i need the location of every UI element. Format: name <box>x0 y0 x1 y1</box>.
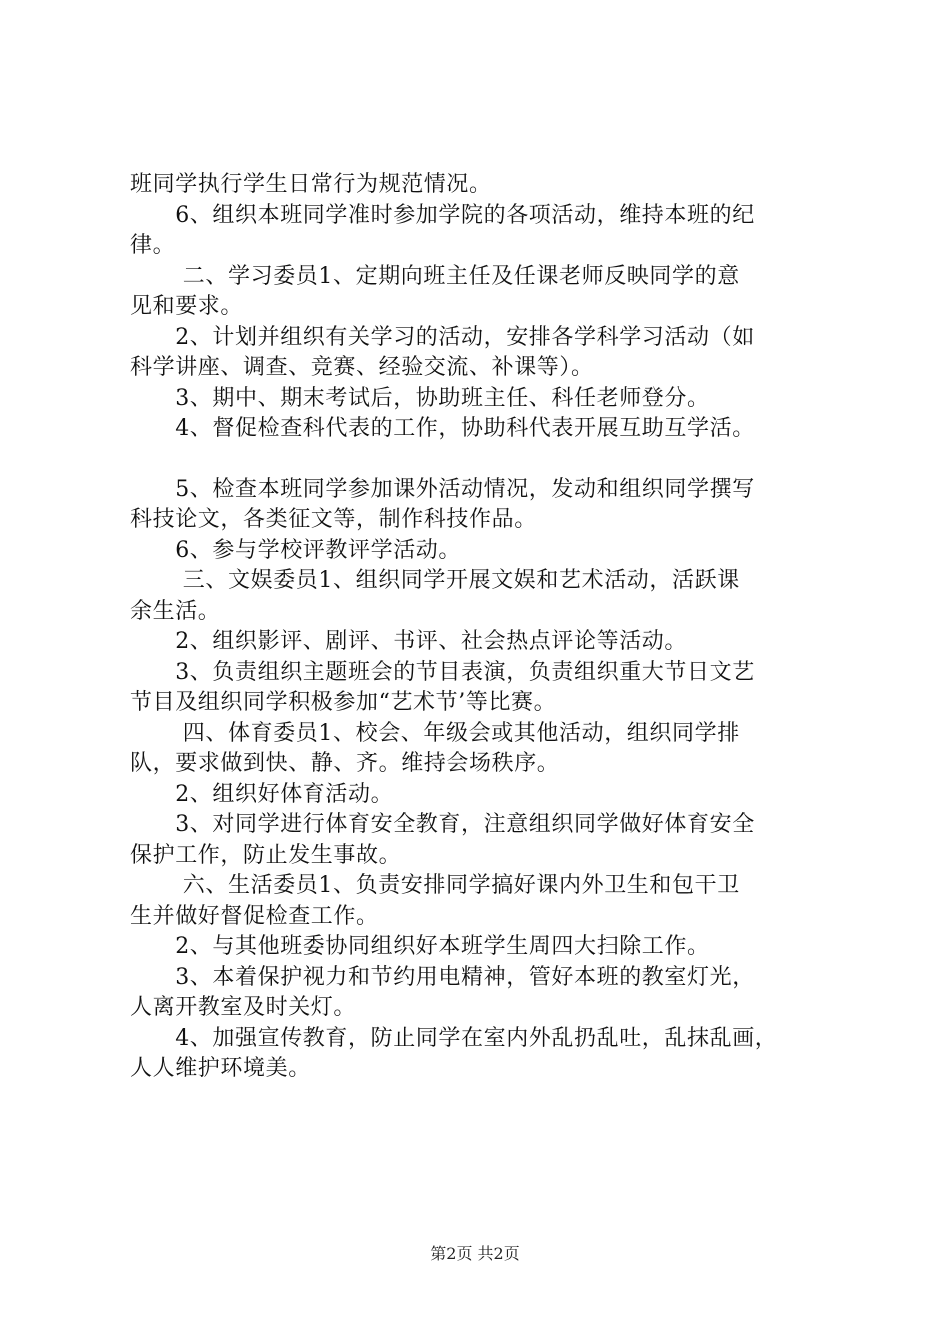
text-line: 4、督促检查科代表的工作，协助科代表开展互助互学活。 <box>130 416 755 441</box>
text-line: 人人维护环境美。 <box>130 1056 311 1081</box>
text-line: 科技论文，各类征文等，制作科技作品。 <box>130 507 537 532</box>
text-line: 三、文娱委员1、组织同学开展文娱和艺术活动，活跃课 <box>130 568 740 593</box>
text-line: 见和要求。 <box>130 294 244 319</box>
text-line: 3、本着保护视力和节约用电精神，管好本班的教室灯光， <box>130 964 755 990</box>
text-line: 六、生活委员1、负责安排同学搞好课内外卫生和包干卫 <box>130 873 740 898</box>
text-line: 5、检查本班同学参加课外活动情况，发动和组织同学撰写 <box>130 476 755 502</box>
text-line: 节目及组织同学积极参加“艺术节’等比赛。 <box>130 690 557 715</box>
text-line: 班同学执行学生日常行为规范情况。 <box>130 172 492 197</box>
text-line: 余生活。 <box>130 598 221 624</box>
text-line: 二、学习委员1、定期向班主任及任课老师反映同学的意 <box>130 263 740 289</box>
document-body <box>130 170 840 1085</box>
text-line: 律。 <box>130 233 176 258</box>
text-line: 四、体育委员1、校会、年级会或其他活动，组织同学排 <box>130 720 740 746</box>
page-number-footer: 第2页 共2页 <box>430 1244 520 1263</box>
text-line: 保护工作，防止发生事故。 <box>130 842 402 868</box>
text-line: 2、与其他班委协同组织好本班学生周四大扫除工作。 <box>130 934 710 959</box>
text-line: 2、计划并组织有关学习的活动，安排各学科学习活动（如 <box>130 324 755 350</box>
text-line: 4、加强宣传教育，防止同学在室内外乱扔乱吐，乱抹乱画， <box>130 1025 778 1051</box>
text-line: 队，要求做到快、静、齐。维持会场秩序。 <box>130 751 560 776</box>
text-line: 人离开教室及时关灯。 <box>130 995 357 1020</box>
text-line: 生并做好督促检查工作。 <box>130 903 379 929</box>
text-line: 2、组织影评、剧评、书评、社会热点评论等活动。 <box>130 629 687 654</box>
text-line: 3、对同学进行体育安全教育，注意组织同学做好体育安全 <box>130 812 755 837</box>
text-line: 6、参与学校评教评学活动。 <box>130 537 461 563</box>
paragraph-gap <box>130 445 840 475</box>
text-line: 3、负责组织主题班会的节目表演，负责组织重大节日文艺 <box>130 659 755 685</box>
text-line: 2、组织好体育活动。 <box>130 781 394 807</box>
text-line: 科学讲座、调查、竞赛、经验交流、补课等）。 <box>130 355 594 380</box>
text-line: 3、期中、期末考试后，协助班主任、科任老师登分。 <box>130 385 710 411</box>
text-line: 6、组织本班同学准时参加学院的各项活动，维持本班的纪 <box>130 202 755 228</box>
